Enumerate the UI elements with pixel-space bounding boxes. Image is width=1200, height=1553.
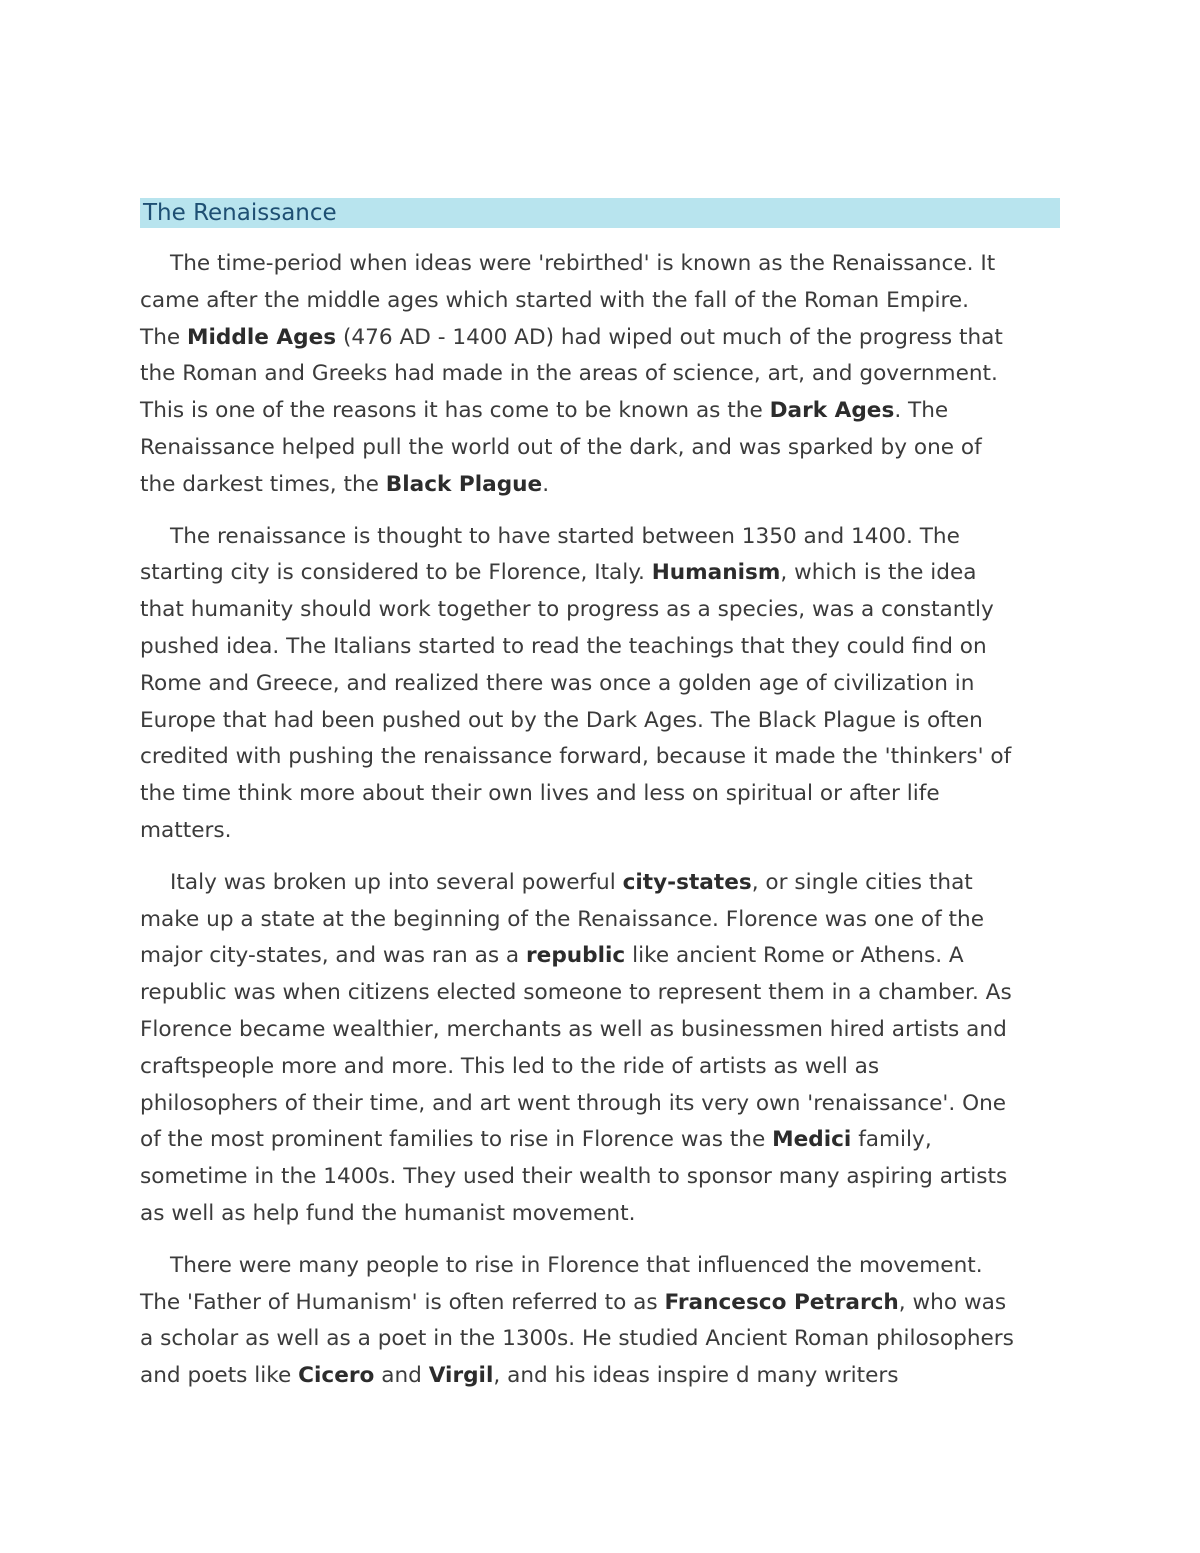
text-line [140, 703, 1060, 740]
text-line [140, 776, 1060, 813]
text-line [140, 629, 1060, 666]
bold-term: republic [526, 943, 626, 969]
body-paragraph [140, 519, 1060, 850]
text-line [140, 555, 1060, 592]
text-line [140, 1049, 1060, 1086]
text-run: pushed idea. The Italians started to read the teachings that they could find on [140, 633, 987, 659]
text-line [140, 975, 1060, 1012]
text-line [140, 320, 1060, 357]
bold-term: Virgil [428, 1363, 494, 1389]
bold-term: Humanism [651, 560, 781, 586]
text-run: Italy was broken up into several powerful [170, 869, 623, 895]
text-run: as well as help fund the humanist movement. [140, 1200, 636, 1226]
bold-term: Francesco Petrarch [664, 1289, 899, 1315]
text-line [140, 1159, 1060, 1196]
text-line [140, 902, 1060, 939]
text-line [140, 393, 1060, 430]
text-run: republic was when citizens elected someone to represent them in a chamber. As [140, 980, 1012, 1006]
text-run: the time think more about their own lives and less on spiritual or after life [140, 781, 940, 807]
text-run: philosophers of their time, and art went through its very own 'renaissance'. One [140, 1090, 1007, 1116]
text-run: There were many people to rise in Florence that influenced the movement. [170, 1252, 983, 1278]
text-run: The renaissance is thought to have started between 1350 and 1400. The [170, 523, 960, 549]
text-run: , which is the idea [780, 560, 977, 586]
text-run: and poets like [140, 1363, 299, 1389]
text-run: This is one of the reasons it has come to be known as the [140, 398, 770, 424]
text-line [140, 592, 1060, 629]
text-run: like ancient Rome or Athens. A [625, 943, 964, 969]
section-heading-bar [140, 198, 1060, 228]
text-line [140, 1196, 1060, 1233]
text-run: matters. [140, 817, 232, 843]
text-line [140, 1285, 1060, 1322]
bold-term: Dark Ages [769, 398, 895, 424]
text-line [140, 430, 1060, 467]
text-run: Europe that had been pushed out by the Dark Ages. The Black Plague is often [140, 707, 983, 733]
text-line [140, 519, 1060, 556]
text-line [140, 283, 1060, 320]
text-run: sometime in the 1400s. They used their wealth to sponsor many aspiring artists [140, 1164, 1008, 1190]
text-run: major city-states, and was ran as a [140, 943, 527, 969]
text-run: (476 AD - 1400 AD) had wiped out much of the progress that [336, 324, 1003, 350]
text-line [140, 813, 1060, 850]
text-line [140, 1358, 1060, 1395]
text-line [140, 246, 1060, 283]
body-paragraph [140, 1248, 1060, 1395]
text-run: of the most prominent families to rise in Florence was the [140, 1127, 773, 1153]
text-run: a scholar as well as a poet in the 1300s. He studied Ancient Roman philosophers [140, 1326, 1014, 1352]
text-run: that humanity should work together to progress as a species, was a constantly [140, 597, 994, 623]
body-paragraph [140, 246, 1060, 504]
text-run: credited with pushing the renaissance forward, because it made the 'thinkers' of [140, 744, 1012, 770]
text-run: starting city is considered to be Florence, Italy. [140, 560, 652, 586]
text-run: , or single cities that [751, 869, 973, 895]
text-run: . [542, 471, 550, 497]
text-run: Renaissance helped pull the world out of the dark, and was sparked by one of [140, 434, 982, 460]
bold-term: city-states [622, 869, 752, 895]
text-line [140, 467, 1060, 504]
bold-term: Middle Ages [187, 324, 337, 350]
text-run: craftspeople more and more. This led to the ride of artists as well as [140, 1053, 880, 1079]
text-run: Florence became wealthier, merchants as well as businessmen hired artists and [140, 1016, 1007, 1042]
document-page [140, 198, 1060, 1410]
section-heading: The Renaissance [143, 200, 337, 226]
text-run: make up a state at the beginning of the Renaissance. Florence was one of the [140, 906, 984, 932]
text-run: the Roman and Greeks had made in the areas of science, art, and government. [140, 361, 998, 387]
text-run: came after the middle ages which started with the fall of the Roman Empire. [140, 287, 970, 313]
text-line [140, 865, 1060, 902]
text-line [140, 1122, 1060, 1159]
bold-term: Medici [772, 1127, 852, 1153]
text-run: and [374, 1363, 429, 1389]
text-line [140, 1086, 1060, 1123]
text-line [140, 356, 1060, 393]
text-run: Rome and Greece, and realized there was once a golden age of civilization in [140, 670, 975, 696]
body-paragraph [140, 865, 1060, 1233]
text-run: , and his ideas inspire d many writers [493, 1363, 899, 1389]
text-line [140, 1248, 1060, 1285]
text-line [140, 666, 1060, 703]
document-body [140, 246, 1060, 1395]
text-line [140, 1012, 1060, 1049]
text-run: family, [851, 1127, 932, 1153]
text-run: The time-period when ideas were 'rebirthed' is known as the Renaissance. It [170, 251, 996, 276]
text-run: . The [894, 398, 949, 424]
text-line [140, 739, 1060, 776]
text-run: The 'Father of Humanism' is often referred to as [140, 1289, 665, 1315]
bold-term: Black Plague [385, 471, 543, 497]
text-run: The [140, 324, 188, 350]
text-line [140, 938, 1060, 975]
text-run: , who was [898, 1289, 1007, 1315]
text-run: the darkest times, the [140, 471, 386, 497]
bold-term: Cicero [298, 1363, 375, 1389]
text-line [140, 1321, 1060, 1358]
